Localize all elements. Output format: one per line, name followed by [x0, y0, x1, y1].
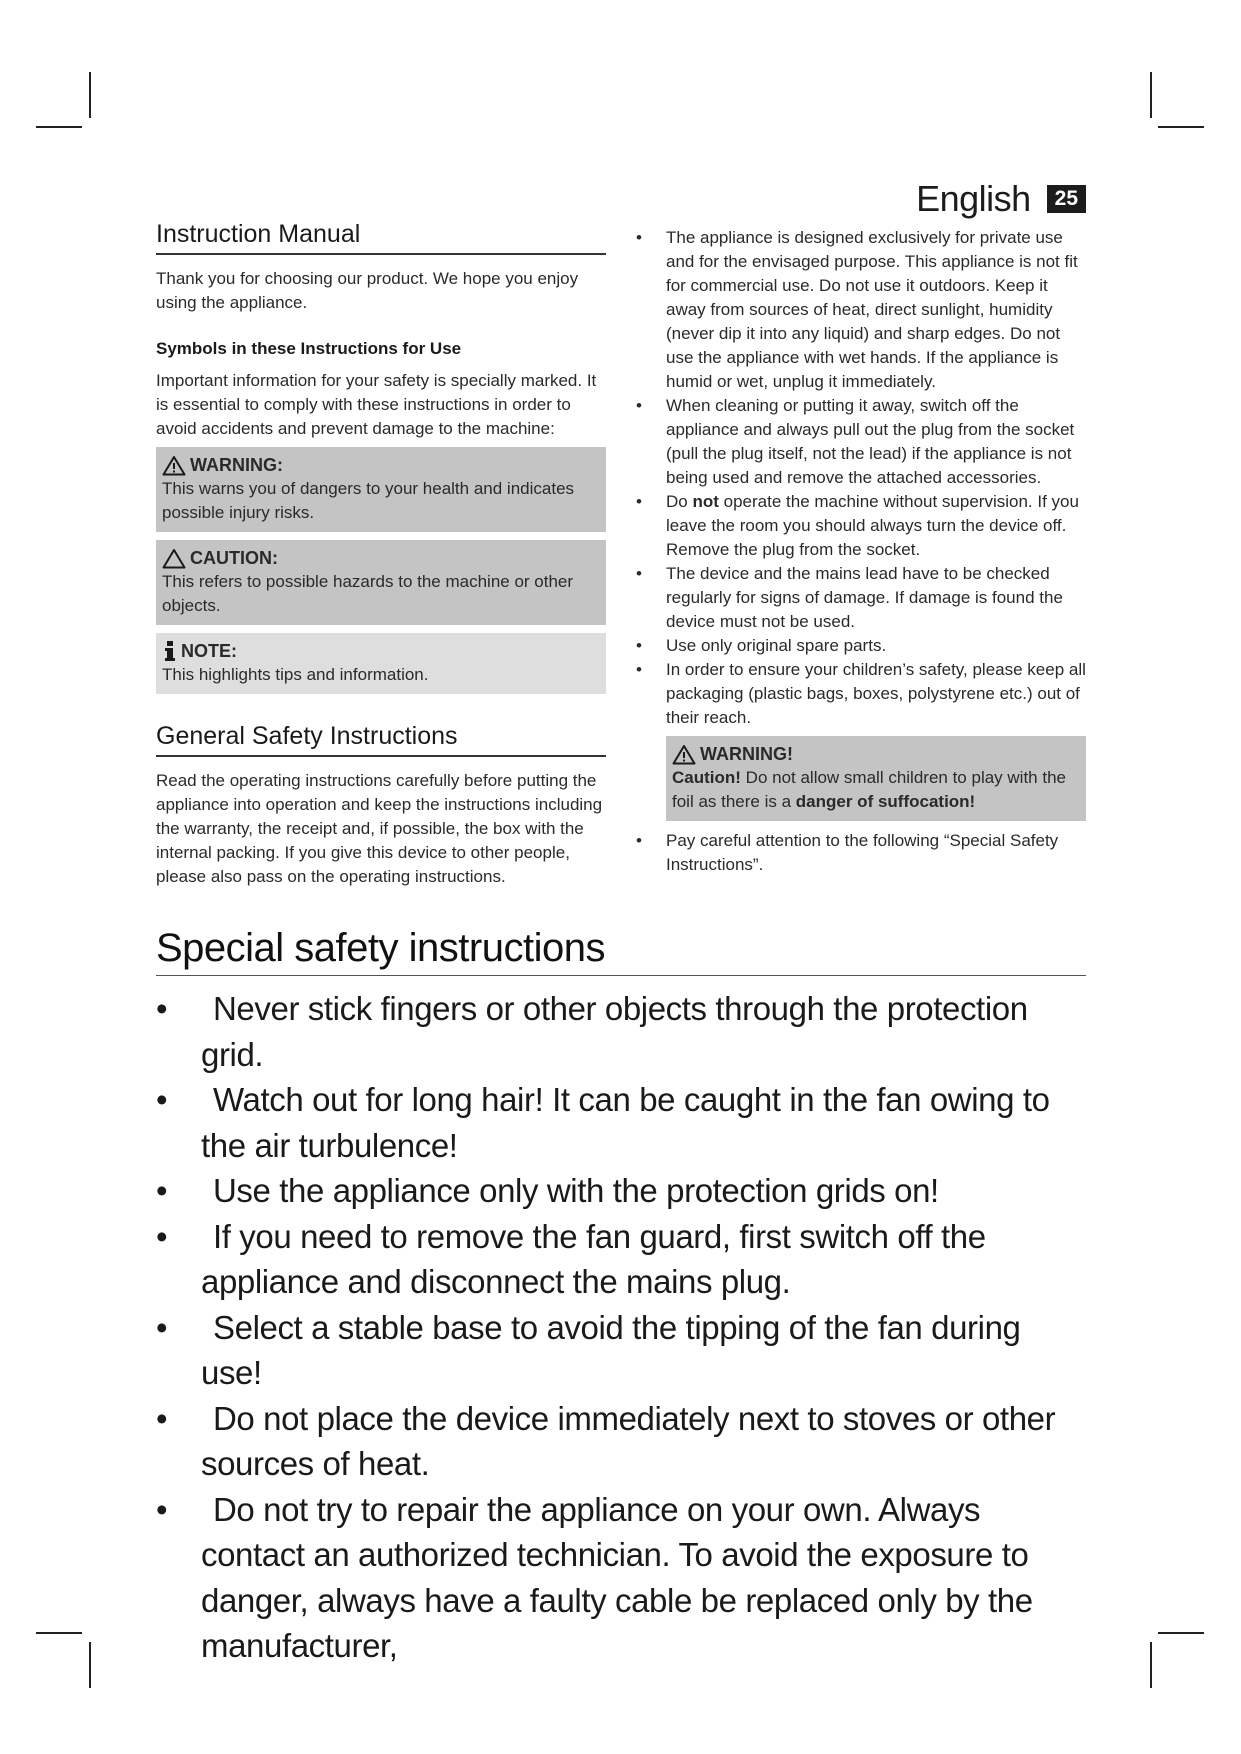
general-safety-text: Read the operating instructions carefully before putting the appliance into operation and keep the instructions including the warranty, the receipt and, if possible, the box with the internal packing. If you give this device to other people, please also pass on the operating instructions.	[156, 771, 603, 886]
list-item: • Never stick fingers or other objects through the protection grid.	[156, 986, 1086, 1077]
crop-mark	[1158, 126, 1204, 128]
warning-triangle-icon	[672, 744, 696, 765]
warning-triangle-icon	[162, 455, 186, 476]
list-item: • In order to ensure your children’s safety, please keep all packaging (plastic bags, boxes, polystyrene etc.) out of their reach.	[636, 660, 1086, 727]
suffocation-warning-text: Caution! Do not allow small children to play with the foil as there is a danger of suffocation!	[672, 768, 1066, 811]
bullet-icon: •	[636, 564, 642, 583]
info-icon	[164, 641, 176, 661]
caution-title: CAUTION:	[190, 548, 278, 568]
warning-title: WARNING:	[190, 455, 283, 475]
bullet-icon: •	[636, 492, 642, 511]
suffocation-warning-box	[666, 736, 1086, 821]
crop-mark	[1150, 1642, 1152, 1688]
list-item: • Do not operate the machine without supervision. If you leave the room you should always turn the device off. Remove the plug from the socket.	[636, 492, 1079, 559]
bullet-icon: •	[156, 1081, 168, 1118]
page-number: 25	[1047, 185, 1086, 213]
language-label: English	[916, 178, 1031, 219]
crop-mark	[1158, 1632, 1204, 1634]
crop-mark	[89, 1642, 91, 1688]
list-item: • When cleaning or putting it away, switch off the appliance and always pull out the plug from the socket (pull the plug itself, not the lead) if the appliance is not being used and remove the attached accessories.	[636, 396, 1075, 487]
crop-mark	[1150, 72, 1152, 118]
warning-text: This warns you of dangers to your health and indicates possible injury risks.	[162, 479, 575, 522]
note-box	[156, 633, 606, 694]
crop-mark	[36, 1632, 82, 1634]
page-header	[916, 178, 1086, 220]
list-item: • The appliance is designed exclusively for private use and for the envisaged purpose. This appliance is not fit for commercial use. Do not use it outdoors. Keep it away from sources of heat, direct sunlight, humidity (never dip it into any liquid) and sharp edges. Do not use the appliance with wet hands. If the appliance is humid or wet, unplug it immediately.	[636, 228, 1078, 391]
caution-box	[156, 540, 606, 625]
intro-text: Thank you for choosing our product. We hope you enjoy using the appliance.	[156, 269, 579, 312]
list-item: • Do not try to repair the appliance on your own. Always contact an authorized technician. To avoid the exposure to danger, always have a faulty cable be replaced only by the manufacturer,	[156, 1487, 1086, 1669]
bullet-icon: •	[156, 1490, 168, 1528]
list-item: • Watch out for long hair! It can be caught in the fan owing to the air turbulence!	[156, 1077, 1086, 1168]
general-safety-heading: General Safety Instructions	[156, 724, 606, 757]
right-column	[636, 226, 1086, 877]
note-text: This highlights tips and information.	[162, 665, 429, 684]
warning-box	[156, 447, 606, 532]
symbols-text: Important information for your safety is specially marked. It is essential to comply with these instructions in order to avoid accidents and prevent damage to the machine:	[156, 371, 597, 438]
bullet-icon: •	[156, 1217, 168, 1255]
bullet-icon: •	[156, 1399, 168, 1437]
symbols-heading: Symbols in these Instructions for Use	[156, 339, 462, 358]
special-safety-section	[156, 926, 1086, 1669]
list-item: • Pay careful attention to the following “Special Safety Instructions”.	[636, 831, 1059, 874]
list-item: • Use the appliance only with the protection grids on!	[156, 1168, 1086, 1214]
caution-text: This refers to possible hazards to the machine or other objects.	[162, 572, 574, 615]
list-item: • Select a stable base to avoid the tipping of the fan during use!	[156, 1305, 1086, 1396]
bullet-icon: •	[636, 228, 642, 247]
warning-title: WARNING!	[700, 744, 793, 764]
bullet-icon: •	[156, 1172, 168, 1209]
special-safety-heading: Special safety instructions	[156, 926, 1086, 976]
list-item: • Do not place the device immediately next to stoves or other sources of heat.	[156, 1396, 1086, 1487]
left-column	[156, 222, 606, 889]
instruction-manual-heading: Instruction Manual	[156, 222, 606, 255]
bullet-icon: •	[156, 1308, 168, 1346]
caution-triangle-icon	[162, 548, 186, 569]
bullet-icon: •	[636, 660, 642, 679]
list-item: • Use only original spare parts.	[636, 634, 1086, 658]
bullet-icon: •	[636, 831, 642, 850]
crop-mark	[36, 126, 82, 128]
crop-mark	[89, 72, 91, 118]
list-item: • If you need to remove the fan guard, first switch off the appliance and disconnect the mains plug.	[156, 1214, 1086, 1305]
note-title: NOTE:	[181, 641, 237, 661]
bullet-icon: •	[636, 396, 642, 415]
bullet-icon: •	[636, 636, 642, 655]
list-item: • The device and the mains lead have to be checked regularly for signs of damage. If damage is found the device must not be used.	[636, 564, 1063, 631]
bullet-icon: •	[156, 990, 168, 1027]
